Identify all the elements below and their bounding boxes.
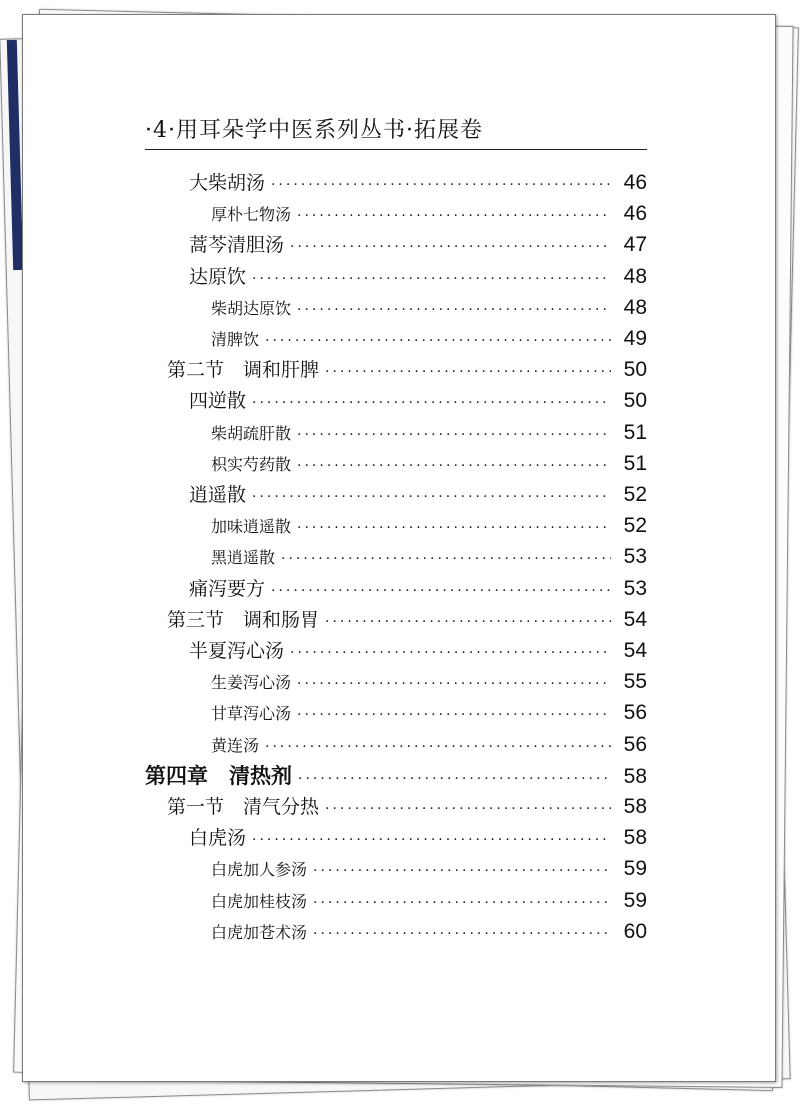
toc-entry-title: 枳实芍药散: [211, 454, 292, 474]
dot-leader: [252, 482, 611, 512]
toc-entry[interactable]: [189, 168, 647, 198]
toc-entry-page-number: 48: [623, 264, 647, 288]
toc-entry-page-number: 56: [623, 701, 647, 725]
toc-entry-page-number: 54: [623, 607, 647, 631]
toc-entry-title: 蒿芩清胆汤: [189, 234, 285, 257]
running-head: ·4·用耳朵学中医系列丛书·拓展卷: [145, 118, 483, 143]
toc-entry-page-number: 46: [623, 202, 647, 226]
toc-entry-page-number: 56: [623, 732, 647, 756]
toc-entry-page-number: 52: [623, 483, 647, 506]
toc-entry-title: 加味逍遥散: [211, 517, 292, 537]
toc-entry-title: 四逆散: [189, 390, 247, 413]
document-page: [22, 14, 776, 1082]
dot-leader: [290, 638, 611, 668]
toc-entry[interactable]: [167, 355, 647, 385]
toc-entry[interactable]: [211, 293, 647, 323]
toc-entry-title: 白虎加人参汤: [211, 860, 308, 880]
toc-entry-title: 生姜泻心汤: [211, 673, 292, 693]
dot-leader: [290, 232, 611, 262]
dot-leader: [252, 388, 611, 418]
toc-entry-title: 柴胡疏肝散: [211, 423, 292, 443]
toc-entry-page-number: 58: [623, 764, 647, 788]
toc-entry-title: 白虎汤: [189, 827, 247, 850]
dot-leader: [325, 607, 611, 637]
toc-entry-page-number: 51: [623, 451, 647, 475]
dot-leader: [297, 669, 611, 699]
toc-entry[interactable]: [211, 449, 647, 479]
toc-entry-title: 甘草泻心汤: [211, 704, 292, 724]
toc-entry[interactable]: [189, 480, 647, 510]
toc-entry-title: 第二节 调和肝脾: [167, 359, 320, 382]
dot-leader: [325, 794, 611, 824]
toc-entry[interactable]: [189, 262, 647, 292]
toc-entry-page-number: 54: [623, 639, 647, 662]
dot-leader: [313, 856, 611, 886]
dot-leader: [297, 700, 611, 730]
toc-entry-title: 大柴胡汤: [189, 172, 266, 194]
toc-entry[interactable]: [167, 792, 647, 822]
toc-entry-title: 达原饮: [189, 265, 247, 288]
dot-leader: [281, 544, 611, 574]
toc-entry-title: 柴胡达原饮: [211, 298, 292, 318]
dot-leader: [297, 513, 611, 543]
dot-leader: [325, 357, 611, 387]
toc-entry[interactable]: [167, 605, 647, 635]
toc-entry[interactable]: [211, 730, 647, 760]
toc-entry-page-number: 50: [623, 358, 647, 382]
toc-entry-page-number: 60: [623, 919, 647, 943]
toc-entry[interactable]: [211, 511, 647, 541]
toc-entry[interactable]: [189, 636, 647, 666]
toc-entry[interactable]: [211, 324, 647, 354]
toc-entry-page-number: 51: [623, 420, 647, 444]
dot-leader: [297, 451, 611, 481]
toc-entry-page-number: 48: [623, 295, 647, 319]
toc-entry-title: 痛泻要方: [189, 577, 266, 600]
toc-entry[interactable]: [145, 761, 647, 791]
toc-entry[interactable]: [211, 418, 647, 448]
toc-entry-title: 逍遥散: [189, 484, 247, 506]
dot-leader: [298, 764, 611, 794]
toc-entry[interactable]: [211, 667, 647, 697]
toc-entry[interactable]: [189, 386, 647, 416]
toc-entry-page-number: 53: [623, 576, 647, 600]
toc-entry[interactable]: [211, 199, 647, 229]
toc-entry[interactable]: [189, 230, 647, 260]
toc-entry-page-number: 46: [623, 171, 647, 194]
dot-leader: [313, 888, 611, 918]
toc-entry[interactable]: [211, 698, 647, 728]
dot-leader: [313, 919, 611, 949]
toc-entry-page-number: 50: [623, 389, 647, 413]
toc-entry-page-number: 49: [623, 327, 647, 350]
toc-entry-page-number: 53: [623, 545, 647, 569]
toc-entry[interactable]: [211, 886, 647, 916]
dot-leader: [297, 201, 611, 231]
toc-entry[interactable]: [211, 854, 647, 884]
toc-entry-title: 黄连汤: [211, 735, 260, 755]
toc-entry-page-number: 47: [623, 233, 647, 257]
toc-entry-title: 第一节 清气分热: [167, 796, 320, 818]
toc-entry-title: 白虎加苍术汤: [211, 922, 308, 942]
toc-entry-title: 厚朴七物汤: [211, 205, 292, 225]
toc-entry[interactable]: [211, 917, 647, 947]
toc-entry-title: 第四章 清热剂: [145, 763, 292, 788]
toc-entry-title: 白虎加桂枝汤: [211, 891, 308, 911]
toc-entry-title: 第三节 调和肠胃: [167, 608, 320, 631]
toc-entry[interactable]: [189, 574, 647, 604]
dot-leader: [271, 170, 611, 200]
toc-entry[interactable]: [211, 542, 647, 572]
toc-entry-page-number: 52: [623, 514, 647, 538]
toc-entry-page-number: 59: [623, 888, 647, 912]
dot-leader: [265, 326, 611, 356]
toc-entry-page-number: 58: [623, 795, 647, 818]
dot-leader: [252, 825, 611, 855]
dot-leader: [271, 576, 611, 606]
toc-entry[interactable]: [189, 823, 647, 853]
toc-entry-title: 黑逍遥散: [211, 548, 276, 568]
toc-entry-title: 清脾饮: [211, 330, 260, 349]
toc-entry-page-number: 58: [623, 826, 647, 850]
dot-leader: [297, 420, 611, 450]
header-rule: [145, 149, 647, 150]
toc-entry-page-number: 59: [623, 857, 647, 881]
toc-entry-title: 半夏泻心汤: [189, 640, 285, 662]
dot-leader: [297, 295, 611, 325]
dot-leader: [252, 264, 611, 294]
dot-leader: [265, 732, 611, 762]
toc-entry-page-number: 55: [623, 670, 647, 694]
